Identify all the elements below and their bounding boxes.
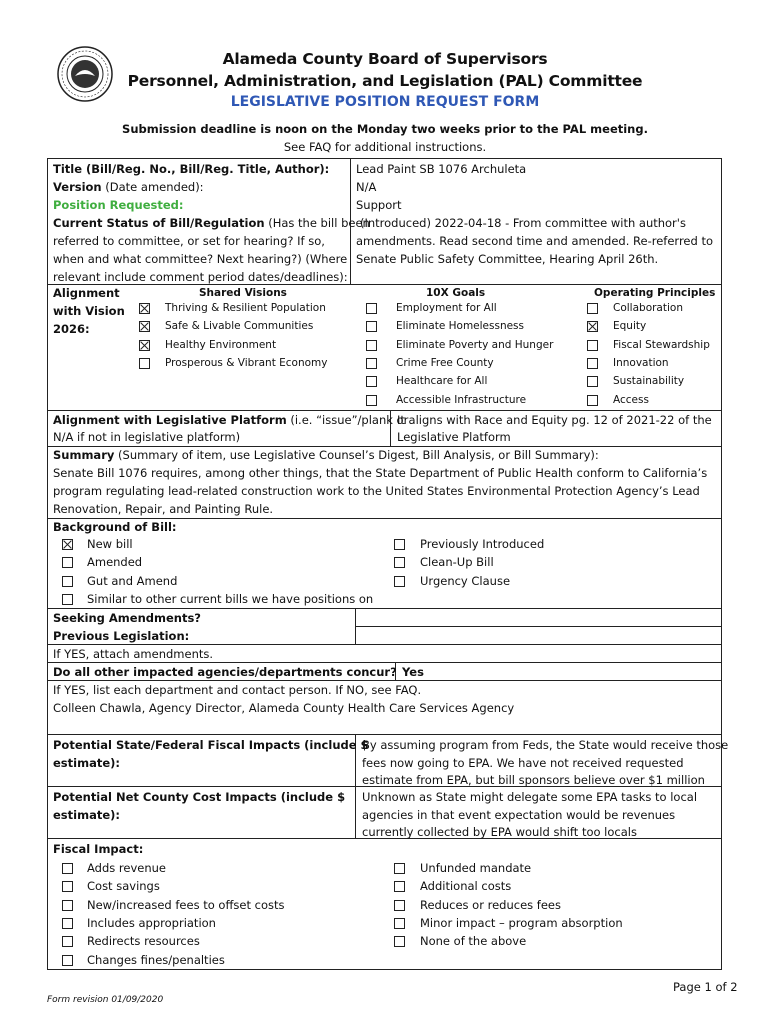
state-fiscal-label: estimate):	[53, 756, 120, 770]
contact-value[interactable]: Colleen Chawla, Agency Director, Alameda County Health Care Services Agency	[53, 701, 515, 715]
platform-label	[53, 411, 408, 429]
platform-label-sub: (i.e. “issue”/plank or	[286, 413, 409, 427]
county-cost-value-line[interactable]: currently collected by EPA would shift too locals	[362, 825, 637, 839]
fiscal-impact-label: Reduces or reduces fees	[420, 897, 561, 912]
principles-header: Operating Principles	[594, 287, 716, 299]
summary-text-line[interactable]: Renovation, Repair, and Painting Rule.	[53, 502, 274, 516]
fiscal-impact-checkbox[interactable]	[62, 936, 73, 947]
fiscal-impact-checkbox[interactable]	[62, 863, 73, 874]
alignment-label: 2026:	[53, 322, 90, 336]
principle-label: Equity	[613, 320, 647, 333]
state-fiscal-label: Potential State/Federal Fiscal Impacts (include $	[53, 738, 369, 752]
county-cost-value-line[interactable]: Unknown as State might delegate some EPA tasks to local	[362, 790, 698, 804]
title-label: Title (Bill/Reg. No., Bill/Reg. Title, Author):	[53, 162, 330, 176]
background-option-label: Previously Introduced	[420, 537, 545, 551]
status-label-bold: Current Status of Bill/Regulation	[53, 216, 265, 230]
goal-label: Accessible Infrastructure	[396, 393, 527, 406]
summary-text-line[interactable]: program regulating lead-related construction work to the United States Environmental Protection Agency’s Lead	[53, 484, 700, 498]
fiscal-impact-label: Adds revenue	[87, 861, 166, 875]
principle-label: Collaboration	[613, 302, 683, 314]
goal-label: Eliminate Homelessness	[396, 320, 524, 333]
background-option-checkbox[interactable]	[394, 576, 405, 587]
status-value-line[interactable]: (Introduced) 2022-04-18 - From committee with author's	[360, 216, 686, 230]
goal-label: Eliminate Poverty and Hunger	[396, 338, 554, 351]
background-option-checkbox[interactable]	[394, 539, 405, 550]
background-option-label: Urgency Clause	[420, 573, 511, 588]
title-value[interactable]: Lead Paint SB 1076 Archuleta	[356, 162, 527, 176]
state-fiscal-value-line[interactable]: fees now going to EPA. We have not received requested	[362, 756, 684, 770]
goal-checkbox[interactable]	[366, 358, 377, 369]
status-label-line: when and what committee? Next hearing?) (Where	[53, 252, 348, 266]
fiscal-impact-checkbox[interactable]	[394, 881, 405, 892]
background-option-checkbox[interactable]	[62, 576, 73, 587]
seeking-amendments-label: Seeking Amendments?	[53, 611, 201, 625]
version-label-bold: Version	[53, 180, 102, 194]
goal-label: Healthcare for All	[396, 375, 488, 388]
principle-checkbox[interactable]	[587, 395, 598, 406]
principle-checkbox[interactable]	[587, 303, 598, 314]
background-option-label: Amended	[87, 555, 143, 570]
status-value-line[interactable]: amendments. Read second time and amended. Re-referred to	[356, 234, 713, 248]
county-cost-value-line[interactable]: agencies in that event expectation would be revenues	[362, 808, 676, 822]
fiscal-impact-label: None of the above	[420, 934, 527, 949]
version-label	[53, 178, 204, 196]
principle-checkbox[interactable]	[587, 358, 598, 369]
background-option-checkbox[interactable]	[62, 539, 73, 550]
fiscal-impact-checkbox[interactable]	[62, 955, 73, 966]
summary-label	[53, 446, 599, 464]
version-value[interactable]: N/A	[356, 180, 377, 194]
shared-vision-checkbox[interactable]	[139, 340, 150, 351]
principle-checkbox[interactable]	[587, 376, 598, 387]
version-label-sub: (Date amended):	[101, 180, 204, 194]
goal-label: Employment for All	[396, 302, 497, 314]
previous-legislation-label: Previous Legislation:	[53, 629, 190, 643]
shared-visions-header: Shared Visions	[199, 287, 287, 299]
background-option-label: New bill	[87, 537, 133, 551]
fiscal-impact-label: Includes appropriation	[87, 915, 216, 930]
summary-label-bold: Summary	[53, 448, 115, 462]
goals-header: 10X Goals	[426, 287, 486, 299]
summary-text-line[interactable]: Senate Bill 1076 requires, among other things, that the State Department of Public Health conform to California’s	[53, 466, 708, 480]
goal-label: Crime Free County	[396, 356, 494, 369]
principle-checkbox[interactable]	[587, 340, 598, 351]
faq-note: See FAQ for additional instructions.	[283, 140, 487, 154]
platform-value-line[interactable]: Legislative Platform	[397, 430, 511, 444]
goal-checkbox[interactable]	[366, 321, 377, 332]
concur-value[interactable]: Yes	[402, 665, 424, 679]
background-option-label: Gut and Amend	[87, 573, 178, 588]
county-cost-label: estimate):	[53, 808, 120, 822]
fiscal-impact-checkbox[interactable]	[394, 900, 405, 911]
alignment-label: Alignment	[53, 286, 120, 300]
background-option-checkbox[interactable]	[62, 594, 73, 605]
shared-vision-label: Thriving & Resilient Population	[165, 302, 326, 314]
status-label-line: referred to committee, or set for hearing? If so,	[53, 234, 325, 248]
background-option-checkbox[interactable]	[394, 557, 405, 568]
shared-vision-checkbox[interactable]	[139, 303, 150, 314]
goal-checkbox[interactable]	[366, 303, 377, 314]
background-option-checkbox[interactable]	[62, 557, 73, 568]
state-fiscal-value-line[interactable]: By assuming program from Feds, the State would receive those	[362, 738, 729, 752]
fiscal-impact-label: Cost savings	[87, 879, 160, 894]
platform-label-bold: Alignment with Legislative Platform	[53, 413, 287, 427]
fiscal-impact-label: Changes fines/penalties	[87, 952, 225, 967]
background-label: Background of Bill:	[53, 520, 177, 534]
position-value[interactable]: Support	[356, 198, 402, 212]
form-title: LEGISLATIVE POSITION REQUEST FORM	[230, 94, 540, 110]
fiscal-impact-checkbox[interactable]	[394, 918, 405, 929]
fiscal-impact-checkbox[interactable]	[394, 863, 405, 874]
fiscal-impact-label: Minor impact – program absorption	[420, 915, 623, 930]
status-value-line[interactable]: Senate Public Safety Committee, Hearing April 26th.	[356, 252, 659, 266]
fiscal-impact-checkbox[interactable]	[62, 918, 73, 929]
fiscal-impact-checkbox[interactable]	[62, 881, 73, 892]
shared-vision-label: Prosperous & Vibrant Economy	[165, 356, 328, 369]
status-label-line: relevant include comment period dates/deadlines):	[53, 270, 348, 284]
principle-label: Innovation	[613, 356, 669, 369]
principle-label: Sustainability	[613, 375, 685, 388]
fiscal-impact-label: Redirects resources	[87, 934, 200, 949]
principle-label: Fiscal Stewardship	[613, 338, 710, 351]
goal-checkbox[interactable]	[366, 395, 377, 406]
status-label-sub: (Has the bill been	[264, 216, 370, 230]
fiscal-impact-checkbox[interactable]	[62, 900, 73, 911]
fiscal-impact-checkbox[interactable]	[394, 936, 405, 947]
goal-checkbox[interactable]	[366, 376, 377, 387]
platform-value-line[interactable]: It aligns with Race and Equity pg. 12 of 2021-22 of the	[397, 413, 712, 427]
deadline-note: Submission deadline is noon on the Monday two weeks prior to the PAL meeting.	[122, 122, 648, 136]
position-label: Position Requested:	[53, 198, 184, 212]
principle-checkbox[interactable]	[587, 321, 598, 332]
list-note: If YES, list each department and contact person. If NO, see FAQ.	[53, 683, 422, 697]
fiscal-impact-label: Unfunded mandate	[420, 861, 532, 875]
form-revision: Form revision 01/09/2020	[47, 995, 164, 1005]
concur-label: Do all other impacted agencies/departments concur?	[53, 665, 397, 679]
shared-vision-checkbox[interactable]	[139, 358, 150, 369]
shared-vision-label: Healthy Environment	[165, 338, 277, 351]
principle-label: Access	[613, 393, 649, 406]
fiscal-impact-label: New/increased fees to offset costs	[87, 897, 285, 912]
goal-checkbox[interactable]	[366, 340, 377, 351]
status-label	[53, 214, 370, 232]
background-option-label: Similar to other current bills we have positions on	[87, 591, 374, 606]
alignment-label: with Vision	[53, 304, 125, 318]
platform-label-line: N/A if not in legislative platform)	[53, 430, 241, 444]
attach-note: If YES, attach amendments.	[53, 647, 214, 661]
state-fiscal-value-line[interactable]: estimate from EPA, but bill sponsors believe over $1 million	[362, 773, 705, 787]
org-title: Alameda County Board of Supervisors	[222, 50, 548, 68]
shared-vision-checkbox[interactable]	[139, 321, 150, 332]
page-number: Page 1 of 2	[673, 980, 738, 994]
background-option-label: Clean-Up Bill	[420, 555, 494, 570]
committee-title: Personnel, Administration, and Legislation (PAL) Committee	[127, 72, 643, 90]
shared-vision-label: Safe & Livable Communities	[165, 320, 314, 333]
fiscal-impact-label: Additional costs	[420, 879, 512, 894]
fiscal-impact-label: Fiscal Impact:	[53, 842, 144, 856]
county-cost-label: Potential Net County Cost Impacts (include $	[53, 790, 346, 804]
summary-label-sub: (Summary of item, use Legislative Counsel’s Digest, Bill Analysis, or Bill Summary):	[114, 448, 599, 462]
